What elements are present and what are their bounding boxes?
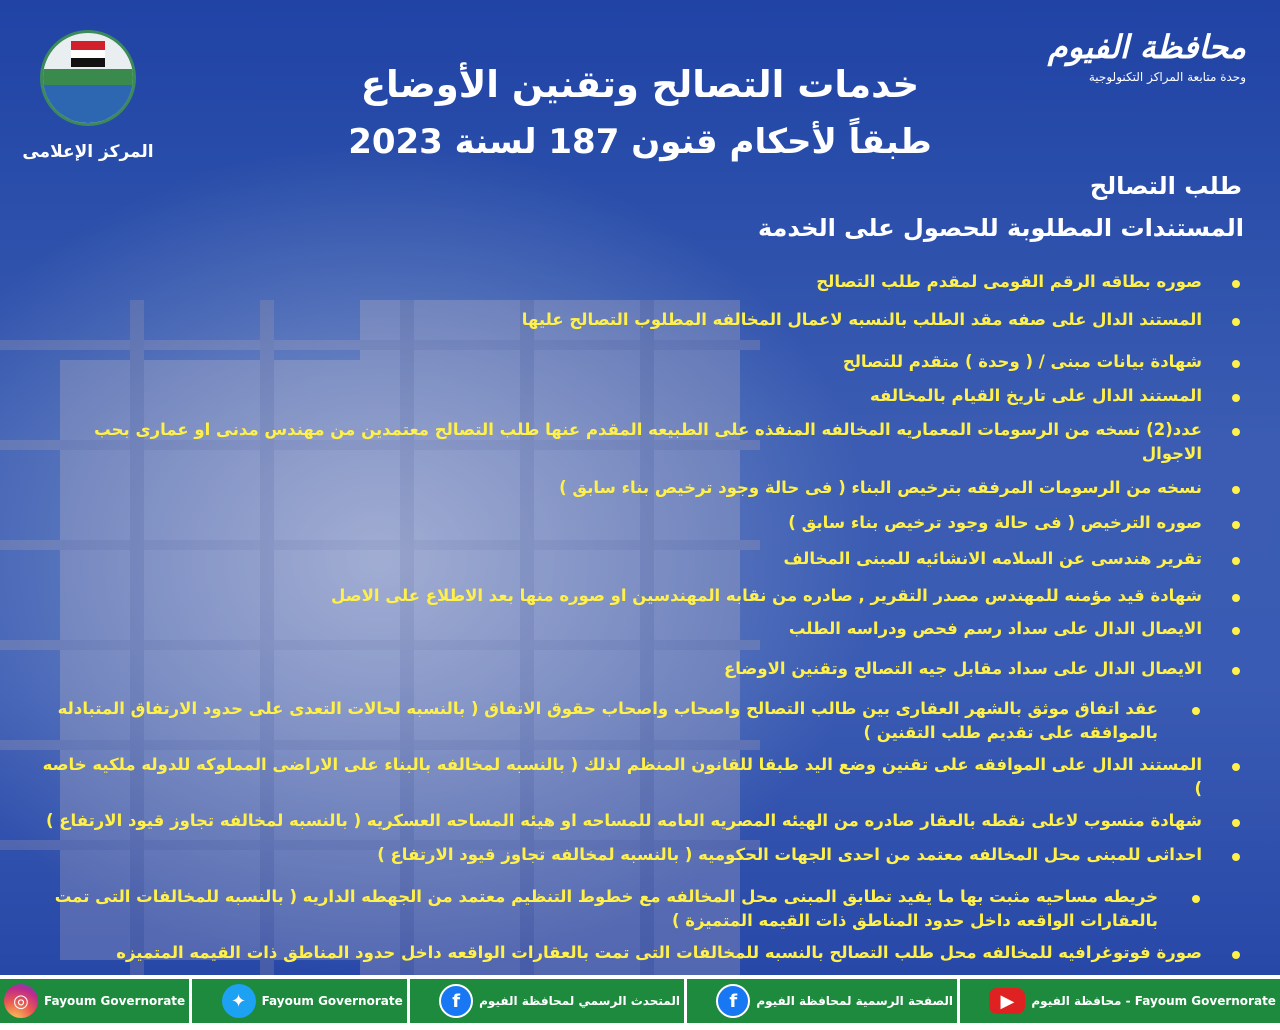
twitter-label: Fayoum Governorate bbox=[261, 994, 403, 1008]
twitter-icon: ✦ bbox=[222, 984, 256, 1018]
list-item: المستند الدال على تاريخ القيام بالمخالفه bbox=[30, 384, 1240, 408]
requirements-list bbox=[30, 270, 1240, 975]
list-item: صوره بطاقه الرقم القومى لمقدم طلب التصالح bbox=[30, 270, 1240, 294]
facebook-icon: f bbox=[439, 984, 473, 1018]
governorate-logo bbox=[986, 28, 1246, 84]
bullet-icon bbox=[1232, 667, 1240, 675]
bullet-icon bbox=[1232, 819, 1240, 827]
section-heading: طلب التصالح bbox=[1089, 172, 1242, 200]
youtube-link[interactable] bbox=[985, 979, 1280, 1023]
list-item: شهادة منسوب لاعلى نقطه بالعقار صادره من الهيئه المصريه العامه للمساحه او هيئه المساحه العسكريه ( بالنسبه لمخالفه تجاوز قيود الارتفاع ) bbox=[30, 809, 1240, 833]
bullet-icon bbox=[1232, 521, 1240, 529]
bullet-icon bbox=[1232, 557, 1240, 565]
list-item: المستند الدال على صفه مقد الطلب بالنسبه لاعمال المخالفه المطلوب التصالح عليها bbox=[30, 308, 1240, 332]
list-item: صورة فوتوغرافيه للمخالفه محل طلب التصالح بالنسبه للمخالفات التى تمت بالعقارات الواقعه داخل حدود المناطق ذات القيمه المتميزه bbox=[30, 941, 1240, 965]
bullet-icon bbox=[1232, 360, 1240, 368]
bullet-icon bbox=[1232, 627, 1240, 635]
list-item: المستند الدال على الموافقه على تقنين وضع اليد طبقا للقانون المنظم لذلك ( بالنسبه لمخالفه بالبناء على الاراضى المملوكه للدوله ملكيه خاصه ) bbox=[30, 753, 1240, 801]
facebook-icon: f bbox=[716, 984, 750, 1018]
list-item: احداثى للمبنى محل المخالفه معتمد من احدى الجهات الحكوميه ( بالنسبه لمخالفه تجاوز قيود الارتفاع ) bbox=[30, 843, 1240, 867]
bullet-icon bbox=[1232, 853, 1240, 861]
bullet-icon bbox=[1192, 707, 1200, 715]
facebook-page-label: الصفحة الرسمية لمحافظة الفيوم bbox=[756, 994, 953, 1008]
facebook-spokesman-label: المتحدث الرسمي لمحافظة الفيوم bbox=[479, 994, 680, 1008]
twitter-link[interactable] bbox=[218, 979, 410, 1023]
list-item: شهادة قيد مؤمنه للمهندس مصدر التقرير , صادره من نقابه المهندسين او صوره منها بعد الاطلاع على الاصل bbox=[30, 584, 1240, 608]
section-subheading: المستندات المطلوبة للحصول على الخدمة bbox=[758, 214, 1244, 242]
list-item: عقد اتفاق موثق بالشهر العقارى بين طالب التصالح واصحاب واصحاب حقوق الاتفاق ( بالنسبه لحالات التعدى على حدود الارتفاق المتبادله بالموافقه على تقديم طلب التقنين ) bbox=[30, 697, 1240, 745]
bullet-icon bbox=[1232, 428, 1240, 436]
instagram-link[interactable] bbox=[0, 979, 192, 1023]
bullet-icon bbox=[1232, 280, 1240, 288]
facebook-page-link[interactable] bbox=[712, 979, 960, 1023]
footer-bar bbox=[0, 979, 1280, 1023]
fayoum-seal-logo bbox=[40, 30, 136, 126]
social-footer bbox=[0, 975, 1280, 1030]
instagram-label: Fayoum Governorate bbox=[44, 994, 186, 1008]
bullet-icon bbox=[1232, 318, 1240, 326]
bullet-icon bbox=[1232, 486, 1240, 494]
governorate-unit: وحدة متابعة المراكز التكنولوجية bbox=[1088, 70, 1246, 84]
youtube-label: Fayoum Governorate - محافظة الفيوم bbox=[1031, 994, 1276, 1008]
list-item: الايصال الدال على سداد رسم فحص ودراسه الطلب bbox=[30, 617, 1240, 641]
list-item: نسخه من الرسومات المرفقه بترخيص البناء ( فى حالة وجود ترخيص بناء سابق ) bbox=[30, 476, 1240, 500]
page-title bbox=[330, 62, 950, 164]
bullet-icon bbox=[1192, 895, 1200, 903]
flag-emblem bbox=[71, 41, 105, 67]
bullet-icon bbox=[1232, 394, 1240, 402]
bullet-icon bbox=[1232, 951, 1240, 959]
list-item: الايصال الدال على سداد مقابل جيه التصالح وتقنين الاوضاع bbox=[30, 657, 1240, 681]
seal-block bbox=[18, 30, 158, 162]
bullet-icon bbox=[1232, 594, 1240, 602]
media-center-label: المركز الإعلامى bbox=[22, 142, 154, 162]
instagram-icon: ◎ bbox=[4, 984, 38, 1018]
governorate-name: محافظة الفيوم bbox=[1047, 28, 1246, 66]
bullet-icon bbox=[1232, 763, 1240, 771]
title-line-2: طبقاً لأحكام قنون 187 لسنة 2023 bbox=[348, 122, 932, 162]
list-item: تقرير هندسى عن السلامه الانشائيه للمبنى المخالف bbox=[30, 547, 1240, 571]
list-item: شهادة بيانات مبنى / ( وحدة ) متقدم للتصالح bbox=[30, 350, 1240, 374]
list-item: صوره الترخيص ( فى حالة وجود ترخيص بناء سابق ) bbox=[30, 511, 1240, 535]
list-item: خريطه مساحيه مثبت بها ما يفيد تطابق المبنى محل المخالفه مع خطوط التنظيم معتمد من الجهطه الداريه ( بالنسبه للمخالفات التى تمت بالعقارات الواقعه داخل حدود المناطق ذات القيمه المتميزة ) bbox=[30, 885, 1240, 933]
title-line-1: خدمات التصالح وتقنين الأوضاع bbox=[360, 63, 920, 106]
youtube-icon: ▶ bbox=[989, 988, 1025, 1014]
facebook-spokesman-link[interactable] bbox=[435, 979, 687, 1023]
list-item: عدد(2) نسخه من الرسومات المعماريه المخالفه المنفذه على الطبيعه المقدم عنها طلب التصالح معتمدين من مهندس مدنى او عمارى بحب الاجوال bbox=[30, 418, 1240, 466]
